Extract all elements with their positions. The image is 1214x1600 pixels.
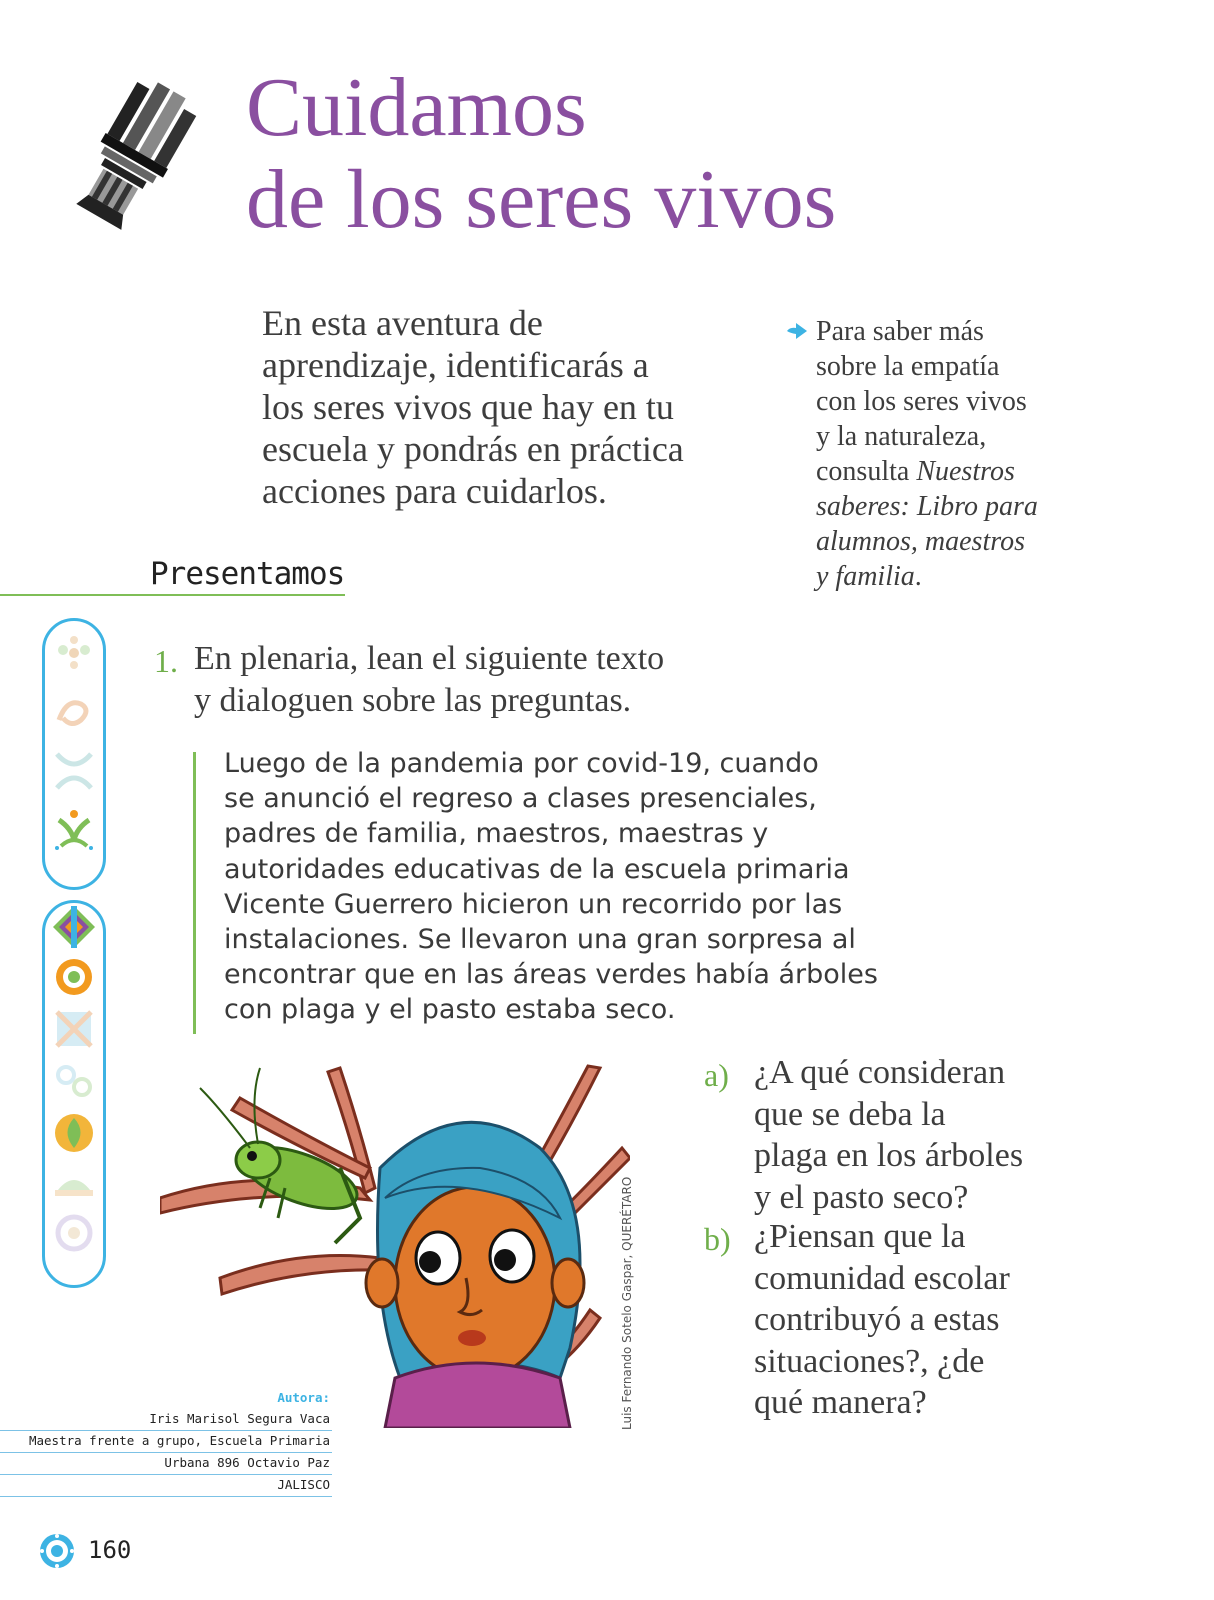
- columns-logo-icon: [72, 74, 212, 232]
- aside-line: [816, 559, 1076, 594]
- link-icon: [51, 1058, 97, 1104]
- reading-line: Luego de la pandemia por covid-19, cuando: [224, 748, 819, 779]
- question-line: ¿Piensan que la: [754, 1218, 966, 1255]
- aside-line: Para saber más: [816, 316, 984, 347]
- intro-line: acciones para cuidarlos.: [262, 471, 607, 511]
- question-line: y el pasto seco?: [754, 1178, 969, 1216]
- aside-text: consulta: [816, 456, 917, 487]
- figure-icon: [51, 748, 97, 794]
- question-line: qué manera?: [754, 1384, 927, 1421]
- activity-number: 1.: [154, 643, 178, 679]
- intro-paragraph: [262, 302, 762, 512]
- aside-line: [816, 524, 1076, 559]
- leaf-bud-icon: [51, 1110, 97, 1156]
- illustration-credit: Luis Fernando Sotelo Gaspar, QUERÉTARO: [620, 1176, 634, 1430]
- intro-line: escuela y pondrás en práctica: [262, 429, 684, 469]
- page-number: 160: [88, 1536, 132, 1564]
- aside-line: sobre la empatía: [816, 351, 1000, 382]
- question-b-letter: b): [704, 1221, 731, 1257]
- aside-line: [816, 454, 1076, 489]
- question-line: ¿A qué consideran: [754, 1054, 1006, 1091]
- question-line: situaciones?, ¿de: [754, 1342, 985, 1380]
- activity-line: y dialoguen sobre las preguntas.: [194, 682, 632, 719]
- intro-line: aprendizaje, identificarás a: [262, 345, 649, 385]
- question-line: plaga en los árboles: [754, 1137, 1024, 1174]
- aside-note: [816, 314, 1076, 594]
- book-title: saberes: Libro para: [816, 491, 1038, 522]
- question-line: comunidad escolar: [754, 1259, 1010, 1297]
- sprout-person-icon: [51, 806, 97, 852]
- title-line-1: Cuidamos: [246, 61, 587, 154]
- author-school: Urbana 896 Octavio Paz: [0, 1453, 332, 1475]
- aside-line: [816, 489, 1076, 524]
- activity-line: En plenaria, lean el siguiente texto: [194, 640, 665, 677]
- reading-line: con plaga y el pasto estaba seco.: [224, 994, 676, 1026]
- book-title: y familia: [816, 561, 915, 592]
- hill-icon: [51, 1160, 97, 1206]
- aside-line: con los seres vivos: [816, 386, 1027, 417]
- author-name: Iris Marisol Segura Vaca: [0, 1409, 332, 1431]
- reading-line: autoridades educativas de la escuela primaria: [224, 853, 850, 885]
- quote-bar: [193, 752, 196, 1034]
- aside-text: .: [914, 561, 922, 592]
- question-line: que se deba la: [754, 1095, 946, 1133]
- reading-line: se anunció el regreso a clases presenciales,: [224, 783, 817, 815]
- reading-line: padres de familia, maestros, maestras y: [224, 818, 769, 850]
- book-title: Nuestros: [916, 456, 1015, 487]
- question-b: [754, 1216, 1074, 1424]
- circle-ring-icon: [51, 1210, 97, 1256]
- activity-instruction: [194, 638, 754, 722]
- section-divider: [0, 594, 345, 596]
- title-line-2: de los seres vivos: [246, 153, 837, 246]
- arrow-right-icon: [786, 322, 808, 340]
- section-title: Presentamos: [150, 556, 345, 592]
- page-emblem-icon: [38, 1532, 76, 1570]
- question-line: contribuyó a estas: [754, 1301, 1000, 1338]
- diamond-puzzle-icon: [51, 904, 97, 950]
- author-role: Maestra frente a grupo, Escuela Primaria: [0, 1431, 332, 1453]
- author-block: [0, 1388, 332, 1497]
- question-a: [754, 1052, 1074, 1218]
- reading-text: [224, 746, 884, 1028]
- girl-grasshopper-illustration: [160, 1048, 630, 1428]
- intro-line: En esta aventura de: [262, 303, 543, 343]
- reading-line: instalaciones. Se llevaron una gran sorpresa al: [224, 924, 856, 956]
- intro-line: los seres vivos que hay en tu: [262, 387, 674, 427]
- flower-icon: [51, 630, 97, 676]
- author-state: JALISCO: [0, 1475, 332, 1497]
- reading-line: encontrar que en las áreas verdes había árboles: [224, 959, 878, 991]
- cross-square-icon: [51, 1006, 97, 1052]
- question-a-letter: a): [704, 1057, 729, 1093]
- aside-line: y la naturaleza,: [816, 421, 987, 452]
- author-label: Autora:: [277, 1390, 330, 1405]
- book-title: alumnos, maestros: [816, 526, 1025, 557]
- circle-spiral-icon: [51, 954, 97, 1000]
- swirl-icon: [51, 690, 97, 736]
- page-title: [246, 62, 836, 246]
- reading-line: Vicente Guerrero hicieron un recorrido por las: [224, 888, 843, 920]
